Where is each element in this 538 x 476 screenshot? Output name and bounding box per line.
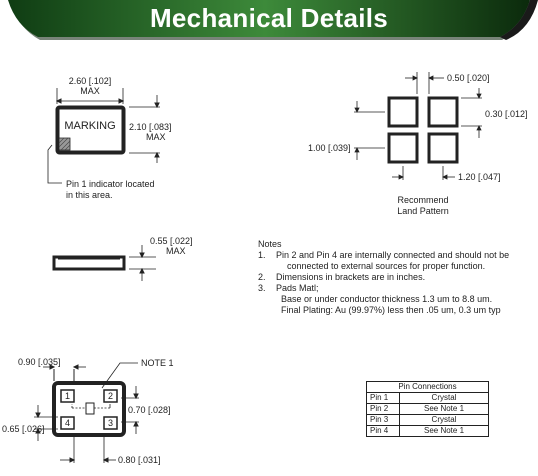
top-width-max: MAX bbox=[80, 86, 100, 96]
side-view-package bbox=[54, 245, 156, 281]
pad-3-number: 3 bbox=[107, 418, 113, 428]
bottom-view-package bbox=[34, 363, 139, 463]
notes-heading: Notes bbox=[258, 239, 282, 249]
top-width-dim: 2.60 [.102] bbox=[68, 76, 112, 86]
table-row: Pin 1 Crystal bbox=[367, 393, 489, 404]
note-ref-label: NOTE 1 bbox=[141, 358, 174, 368]
bottom-pad-pitch-dim: 0.70 [.028] bbox=[128, 405, 171, 415]
top-view-package bbox=[48, 88, 160, 183]
land-gap-dim: 0.50 [.020] bbox=[447, 73, 490, 83]
side-thickness-max: MAX bbox=[166, 246, 186, 256]
pad-2-number: 2 bbox=[107, 391, 113, 401]
table-row: Pin 2 See Note 1 bbox=[367, 404, 489, 415]
pin-table-title: Pin Connections bbox=[367, 382, 489, 393]
land-pattern-pads bbox=[389, 98, 457, 162]
top-height-dim: 2.10 [.083] bbox=[129, 122, 172, 132]
land-caption-2: Land Pattern bbox=[397, 206, 449, 216]
land-pad-height-dim: 0.30 [.012] bbox=[485, 109, 528, 119]
land-span-dim: 1.20 [.047] bbox=[458, 172, 501, 182]
note-1-cont: connected to external sources for proper function. bbox=[287, 261, 486, 271]
pin1-note-line2: in this area. bbox=[66, 190, 113, 200]
pad-4-number: 4 bbox=[64, 418, 70, 428]
side-thickness-dim: 0.55 [.022] bbox=[150, 236, 193, 246]
note-3: 3. Pads Matl; bbox=[258, 283, 319, 293]
marking-label: MARKING bbox=[64, 120, 116, 132]
table-row: Pin 3 Crystal bbox=[367, 415, 489, 426]
note-1: 1. Pin 2 and Pin 4 are internally connected and should not be bbox=[258, 250, 510, 260]
notes-block bbox=[258, 239, 509, 316]
table-row: Pin 4 See Note 1 bbox=[367, 426, 489, 437]
bottom-pad-gap-dim: 0.80 [.031] bbox=[118, 455, 161, 465]
top-height-max: MAX bbox=[146, 132, 166, 142]
note-2: 2. Dimensions in brackets are in inches. bbox=[258, 272, 426, 282]
page-title: Mechanical Details bbox=[149, 3, 389, 33]
note-3-sub-1: Base or under conductor thickness 1.3 um to 8.8 um. bbox=[281, 294, 493, 304]
bottom-pad-width-dim: 0.90 [.035] bbox=[18, 357, 61, 367]
land-caption-1: Recommend bbox=[397, 195, 449, 205]
bottom-pad-height-dim: 0.65 [.026] bbox=[2, 424, 45, 434]
land-pitch-dim: 1.00 [.039] bbox=[308, 143, 351, 153]
pin-connections-table bbox=[366, 381, 489, 437]
note-3-sub-2: Final Plating: Au (99.97%) less then .05 um, 0.3 um typ bbox=[281, 305, 501, 315]
pin1-note-line1: Pin 1 indicator located bbox=[66, 179, 155, 189]
pad-1-number: 1 bbox=[64, 391, 70, 401]
